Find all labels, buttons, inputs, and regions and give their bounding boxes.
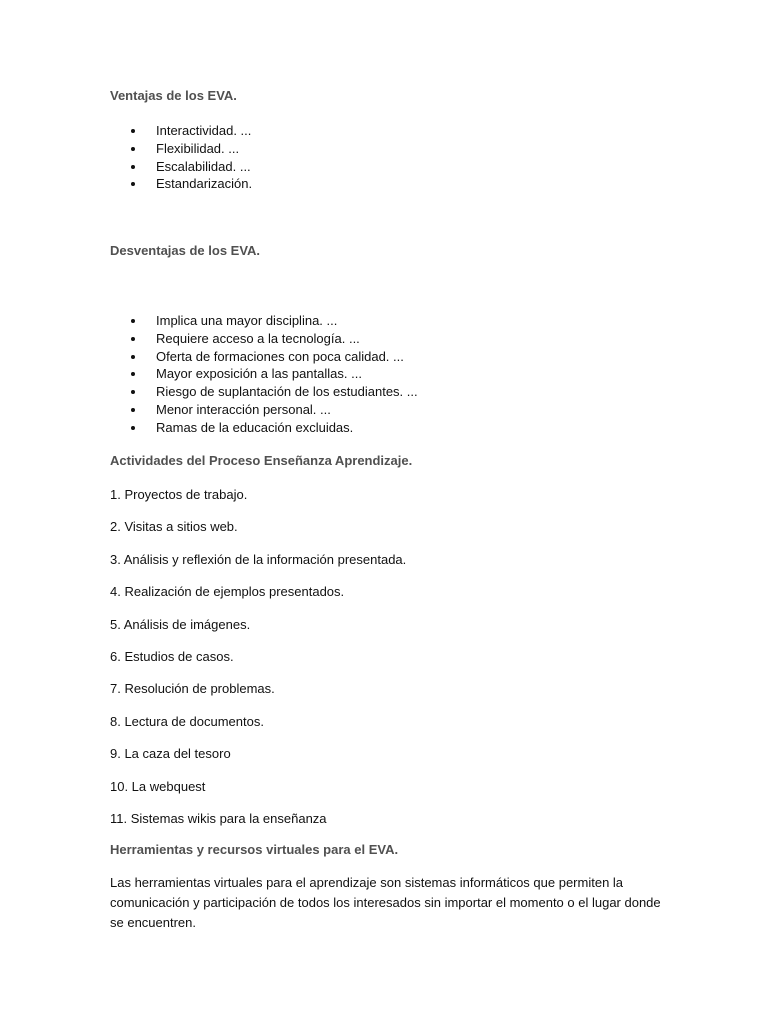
list-item: 2. Visitas a sitios web.	[110, 519, 238, 535]
bullet-icon	[131, 129, 135, 133]
bullet-icon	[131, 182, 135, 186]
desventajas-list	[110, 312, 418, 437]
list-item: 5. Análisis de imágenes.	[110, 616, 251, 632]
bullet-icon	[131, 390, 135, 394]
bullet-icon	[131, 337, 135, 341]
list-item: Oferta de formaciones con poca calidad. ...	[110, 348, 418, 366]
bullet-icon	[131, 372, 135, 376]
list-item: Escalabilidad. ...	[110, 158, 252, 176]
list-item: 11. Sistemas wikis para la enseñanza	[110, 810, 327, 826]
list-item: 4. Realización de ejemplos presentados.	[110, 584, 345, 600]
list-item: 3. Análisis y reflexión de la información presentada.	[110, 551, 407, 567]
bullet-icon	[131, 165, 135, 169]
list-item: Ramas de la educación excluidas.	[110, 419, 418, 437]
list-item: Implica una mayor disciplina. ...	[110, 312, 418, 330]
list-item: 7. Resolución de problemas.	[110, 681, 275, 697]
list-item: Interactividad. ...	[110, 122, 252, 140]
list-item: 10. La webquest	[110, 778, 206, 794]
list-item: Menor interacción personal. ...	[110, 401, 418, 419]
list-item: 1. Proyectos de trabajo.	[110, 487, 248, 502]
herramientas-paragraph: Las herramientas virtuales para el aprendizaje son sistemas informáticos que permiten la comunicación y participación de todos los interesados sin importar el momento o el lugar donde se encuentren.	[110, 875, 661, 930]
bullet-icon	[131, 408, 135, 412]
herramientas-heading: Herramientas y recursos virtuales para el EVA.	[110, 842, 399, 857]
actividades-heading: Actividades del Proceso Enseñanza Aprendizaje.	[110, 453, 413, 468]
list-item: Estandarización.	[110, 175, 252, 193]
list-item: 6. Estudios de casos.	[110, 648, 234, 664]
list-item: Flexibilidad. ...	[110, 140, 252, 158]
ventajas-list	[110, 122, 252, 193]
list-item: 9. La caza del tesoro	[110, 746, 231, 762]
bullet-icon	[131, 147, 135, 151]
list-item: Requiere acceso a la tecnología. ...	[110, 330, 418, 348]
desventajas-heading: Desventajas de los EVA.	[110, 243, 261, 258]
bullet-icon	[131, 319, 135, 323]
bullet-icon	[131, 426, 135, 430]
bullet-icon	[131, 355, 135, 359]
list-item: Riesgo de suplantación de los estudiantes. ...	[110, 383, 418, 401]
list-item: 8. Lectura de documentos.	[110, 713, 264, 729]
ventajas-heading: Ventajas de los EVA.	[110, 88, 237, 103]
actividades-list	[110, 486, 406, 842]
list-item: Mayor exposición a las pantallas. ...	[110, 365, 418, 383]
